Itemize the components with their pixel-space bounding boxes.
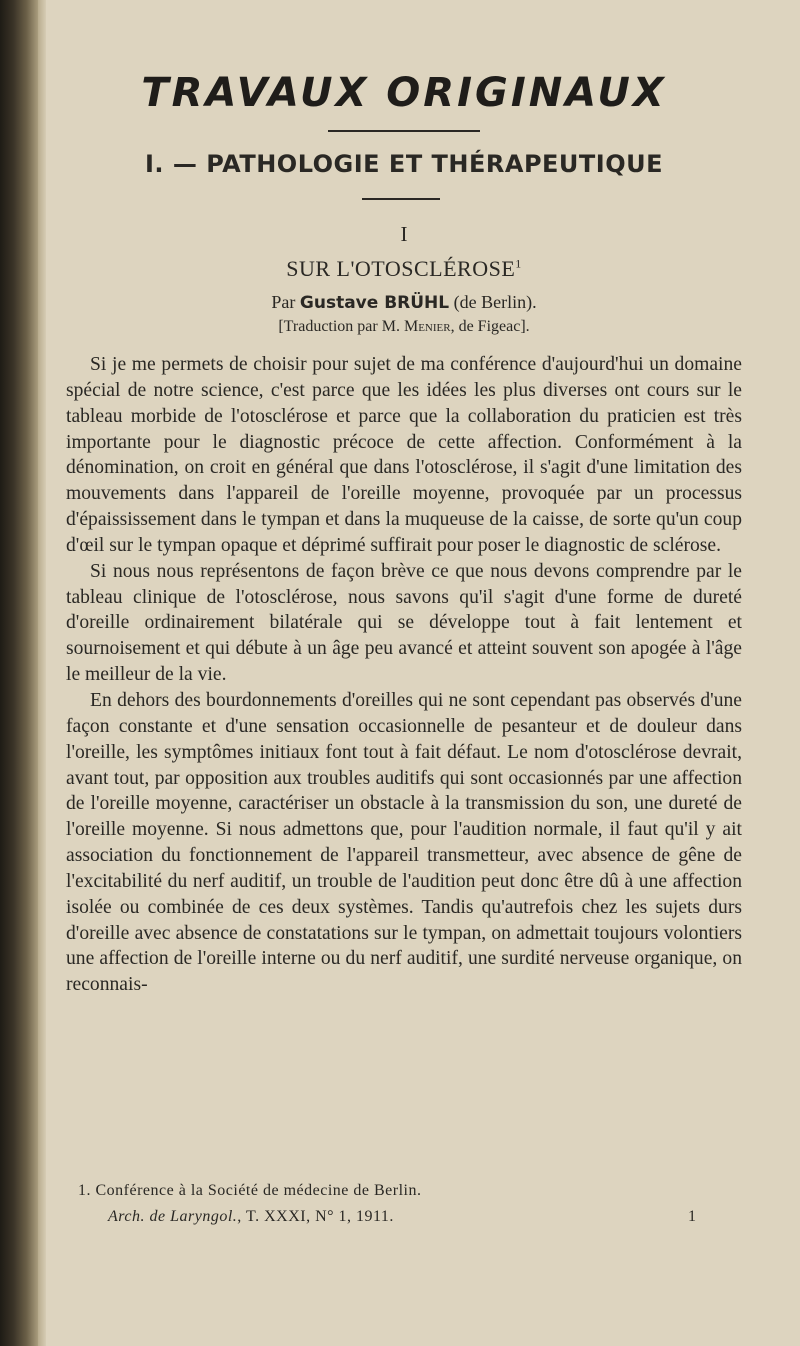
journal-details: , T. XXXI, N° 1, 1911.	[237, 1208, 394, 1225]
article-title	[66, 256, 742, 282]
paragraph-1: Si je me permets de choisir pour sujet de ma conférence d'aujourd'hui un domaine spécial de notre science, c'est parce que les idées les plus diverses ont cours sur le tableau morbide de l'otosclérose et parce que la collaboration du praticien est très importante pour le diagnostic précoce de cette affection. Conformément à la dénomination, on croit en général que dans l'otosclérose, il s'agit d'une limitation des mouvements dans l'appareil de l'oreille moyenne, provoquée par un processus d'épaississement dans le tympan et dans la muqueuse de la caisse, de sorte qu'un coup d'œil sur le tympan opaque et déprimé suffirait pour poser le diagnostic de sclérose.	[66, 354, 742, 556]
title-rule	[328, 130, 480, 132]
page-gutter	[38, 0, 46, 1346]
section-title: I. — PATHOLOGIE ET THÉRAPEUTIQUE	[144, 150, 664, 178]
translation-prefix: [Traduction par M.	[278, 318, 400, 335]
page	[46, 0, 800, 1346]
book-binding	[0, 0, 38, 1346]
journal-reference	[108, 1208, 668, 1226]
paragraph-2: Si nous nous représentons de façon brève ce que nous devons comprendre par le tableau clinique de l'otosclérose, nous savons qu'il s'agit d'une forme de dureté d'oreille ordinairement bilatérale qui se développe tout à fait lentement et sournoisement et qui débute à un âge peu avancé et atteint souvent son apogée à l'âge le meilleur de la vie.	[66, 560, 742, 686]
footnote: 1. Conférence à la Société de médecine de Berlin.	[78, 1182, 422, 1199]
translation-suffix: , de Figeac].	[450, 318, 530, 335]
footnote-mark: 1	[515, 256, 522, 271]
main-title: TRAVAUX ORIGINAUX	[141, 70, 667, 116]
author-line	[66, 292, 742, 313]
journal-abbrev: Arch. de Laryngol.	[108, 1208, 238, 1225]
paragraph-3: En dehors des bourdonnements d'oreilles qui ne sont cependant pas observés d'une façon constante et d'une sensation occasionnelle de pesanteur et de douleur dans l'oreille, les symptômes initiaux font tout à fait défaut. Le nom d'otosclérose devrait, avant tout, par opposition aux troubles auditifs qui sont occasionnés par une affection de l'oreille moyenne, caractériser un obstacle à la transmission du son, une dureté de l'oreille moyenne. Si nous admettons que, pour l'audition normale, il faut qu'il y ait association du fonctionnement de l'appareil transmetteur, avec absence de gêne de l'excitabilité du nerf auditif, un trouble de l'audition peut donc être dû à une affection isolée ou combinée de ces deux systèmes. Tandis qu'autrefois chez les sujets durs d'oreille avec absence de constatations sur le tympan, on admettait toujours volontiers une affection de l'oreille interne ou du nerf auditif, une surdité nerveuse organique, on reconnais-	[66, 689, 742, 996]
author-name: Gustave BRÜHL	[299, 293, 450, 313]
section-rule	[362, 198, 440, 200]
body-text	[66, 352, 742, 998]
article-number: I	[400, 222, 408, 246]
author-suffix: (de Berlin).	[453, 292, 537, 312]
page-number: 1	[688, 1208, 696, 1225]
article-title-text: SUR L'OTOSCLÉROSE	[286, 256, 516, 281]
author-prefix: Par	[271, 292, 296, 312]
translator-name: Menier	[403, 318, 451, 335]
translation-line	[66, 318, 742, 336]
